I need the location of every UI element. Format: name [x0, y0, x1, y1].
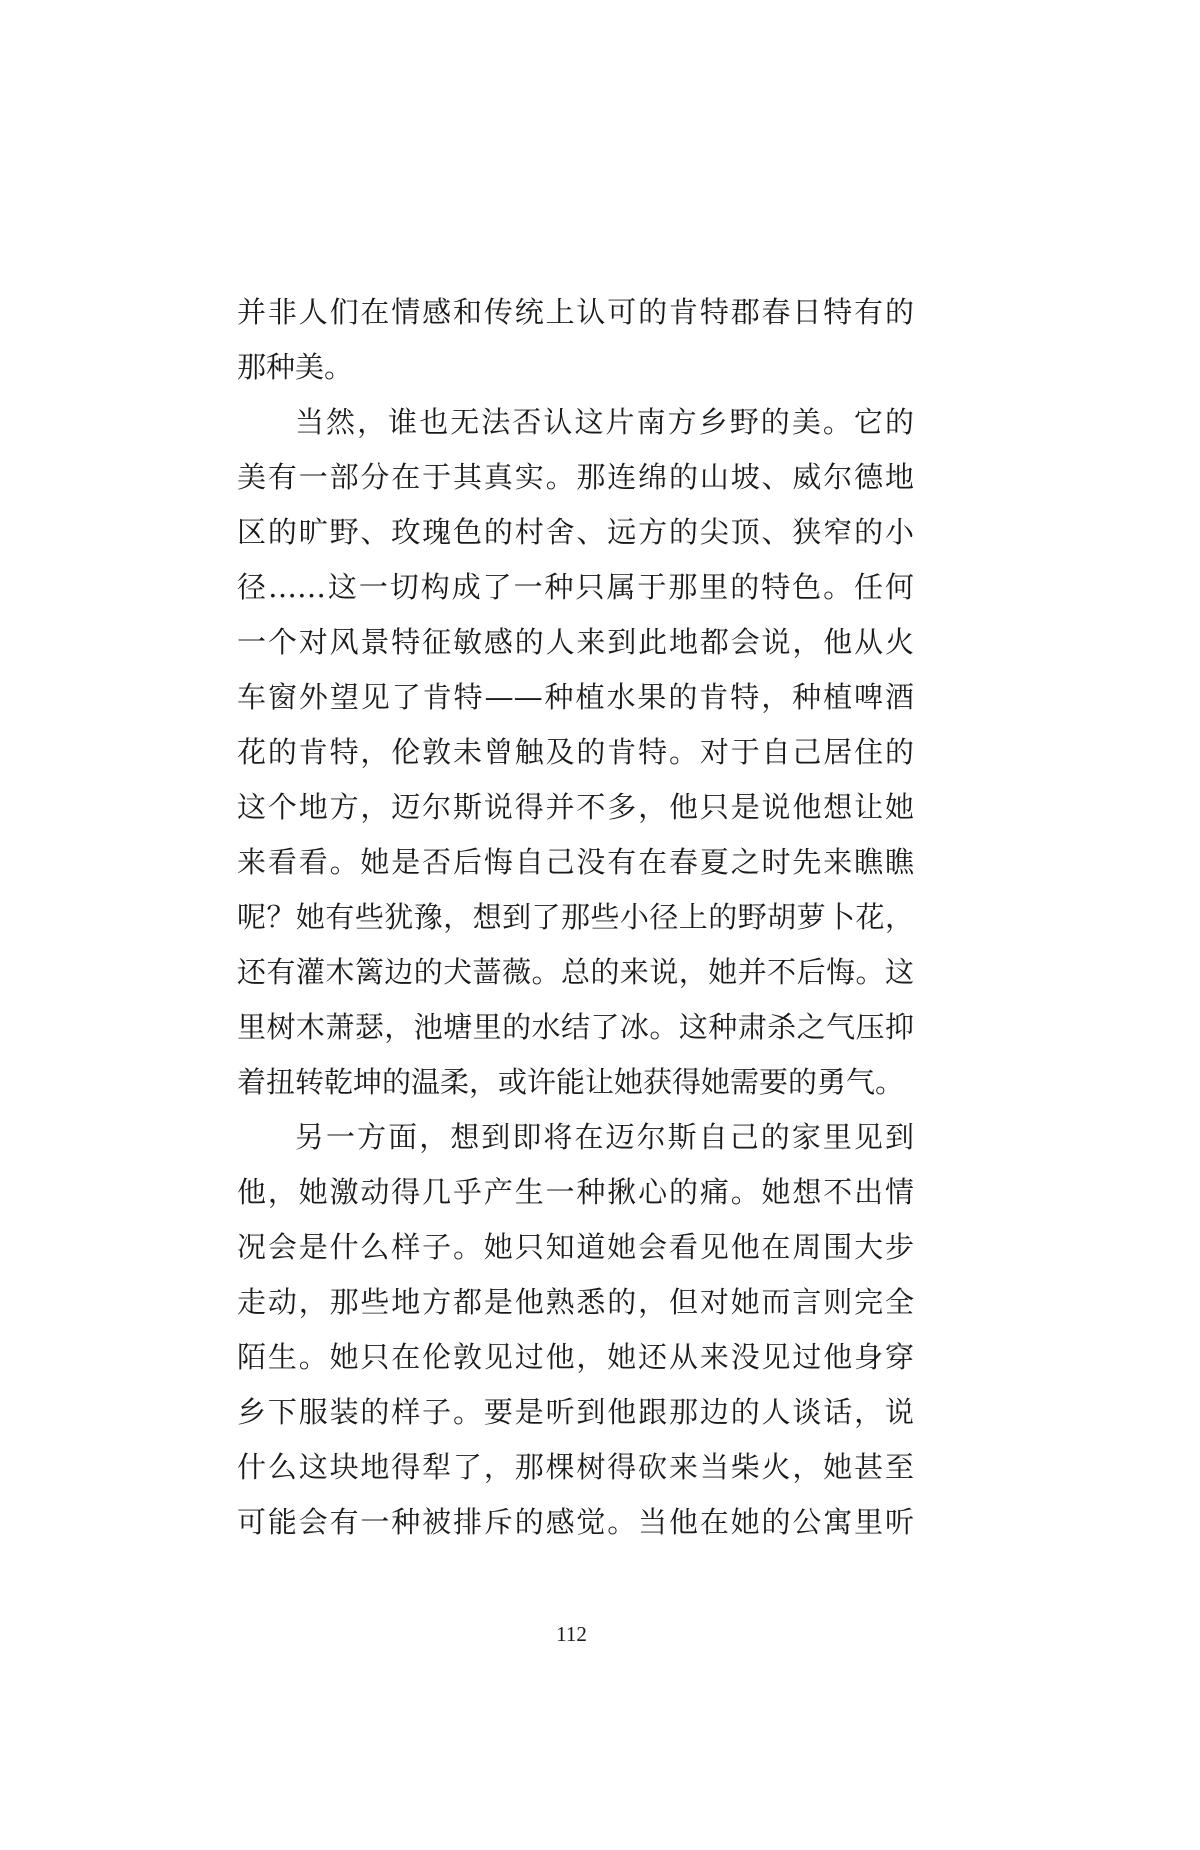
text-line: 美有一部分在于其真实。那连绵的山坡、威尔德地	[237, 460, 914, 494]
text-line: 来看看。她是否后悔自己没有在春夏之时先来瞧瞧	[237, 845, 914, 879]
text-line: 走动，那些地方都是他熟悉的，但对她而言则完全	[237, 1285, 914, 1319]
text-line: 呢？她有些犹豫，想到了那些小径上的野胡萝卜花，	[237, 900, 914, 934]
text-line: 这个地方，迈尔斯说得并不多，他只是说他想让她	[237, 790, 914, 824]
text-line: 车窗外望见了肯特——种植水果的肯特，种植啤酒	[237, 680, 914, 714]
text-line: 那种美。	[237, 350, 354, 384]
body-text	[237, 285, 914, 1550]
text-line: 什么这块地得犁了，那棵树得砍来当柴火，她甚至	[237, 1450, 914, 1484]
text-line: 一个对风景特征敏感的人来到此地都会说，他从火	[237, 625, 914, 659]
text-line: 他，她激动得几乎产生一种揪心的痛。她想不出情	[237, 1175, 914, 1209]
text-line: 区的旷野、玫瑰色的村舍、远方的尖顶、狭窄的小	[237, 515, 914, 549]
text-line: 当然，谁也无法否认这片南方乡野的美。它的	[295, 405, 914, 439]
text-line: 况会是什么样子。她只知道她会看见他在周围大步	[237, 1230, 914, 1264]
text-line: 可能会有一种被排斥的感觉。当他在她的公寓里听	[237, 1505, 914, 1539]
text-line: 还有灌木篱边的犬蔷薇。总的来说，她并不后悔。这	[237, 955, 914, 989]
text-line: 陌生。她只在伦敦见过他，她还从来没见过他身穿	[237, 1340, 914, 1374]
text-line: 花的肯特，伦敦未曾触及的肯特。对于自己居住的	[237, 735, 914, 769]
text-line: 乡下服装的样子。要是听到他跟那边的人谈话，说	[237, 1395, 914, 1429]
page-number: 112	[556, 1622, 587, 1646]
text-line: 径……这一切构成了一种只属于那里的特色。任何	[237, 570, 914, 604]
text-line: 另一方面，想到即将在迈尔斯自己的家里见到	[295, 1120, 914, 1154]
text-line: 着扭转乾坤的温柔，或许能让她获得她需要的勇气。	[237, 1065, 905, 1099]
text-line: 里树木萧瑟，池塘里的水结了冰。这种肃杀之气压抑	[237, 1010, 914, 1044]
text-line: 并非人们在情感和传统上认可的肯特郡春日特有的	[237, 295, 914, 329]
